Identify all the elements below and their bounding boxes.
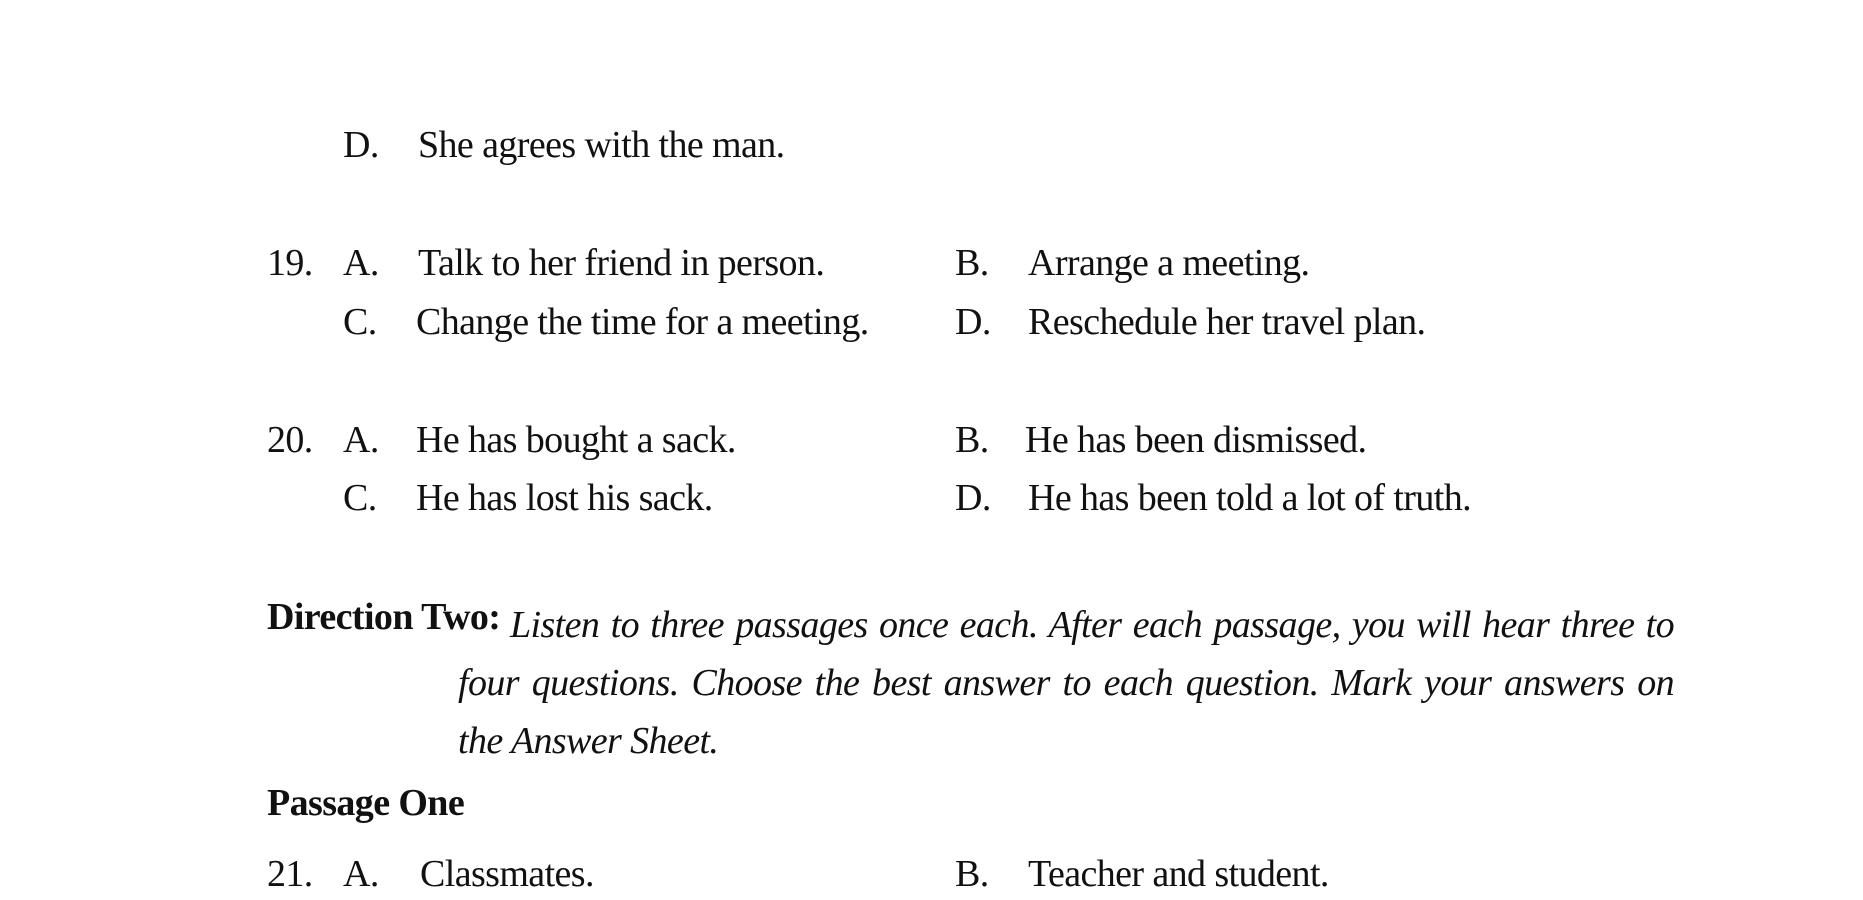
q20-option-d-text: He has been told a lot of truth. — [1028, 477, 1472, 519]
q19-option-d-text: Reschedule her travel plan. — [1028, 301, 1426, 343]
q20-option-b-text: He has been dismissed. — [1025, 419, 1367, 461]
q20-option-a-text: He has bought a sack. — [416, 419, 736, 461]
passage-one-heading: Passage One — [267, 782, 465, 824]
q20-option-c-text: He has lost his sack. — [416, 477, 713, 519]
q19-option-c-text: Change the time for a meeting. — [416, 301, 869, 343]
q19-option-b-text: Arrange a meeting. — [1028, 242, 1310, 284]
direction-two-text — [458, 596, 1674, 770]
q20-option-d-letter: D. — [955, 477, 991, 519]
q21-option-a-text: Classmates. — [420, 853, 594, 895]
q20-number: 20. — [267, 419, 313, 461]
q19-option-c-letter: C. — [343, 301, 377, 343]
q19-option-a-letter: A. — [343, 242, 379, 284]
q20-option-a-letter: A. — [343, 419, 379, 461]
q21-number: 21. — [267, 853, 313, 895]
q19-option-d-letter: D. — [955, 301, 991, 343]
q19-number: 19. — [267, 242, 313, 284]
q21-option-a-letter: A. — [343, 853, 379, 895]
q19-option-b-letter: B. — [955, 242, 989, 284]
direction-two-body: Listen to three passages once each. After each passage, you will hear three to four questions. Choose the best answer to each question. Mark your answers on the Answer Sheet. — [458, 604, 1674, 762]
direction-two-label: Direction Two: — [267, 596, 501, 638]
q20-option-c-letter: C. — [343, 477, 377, 519]
q18-option-d-text: She agrees with the man. — [418, 124, 785, 166]
q18-option-d-letter: D. — [343, 124, 379, 166]
q21-option-b-text: Teacher and student. — [1028, 853, 1329, 895]
q21-option-b-letter: B. — [955, 853, 989, 895]
q19-option-a-text: Talk to her friend in person. — [418, 242, 825, 284]
q20-option-b-letter: B. — [955, 419, 989, 461]
